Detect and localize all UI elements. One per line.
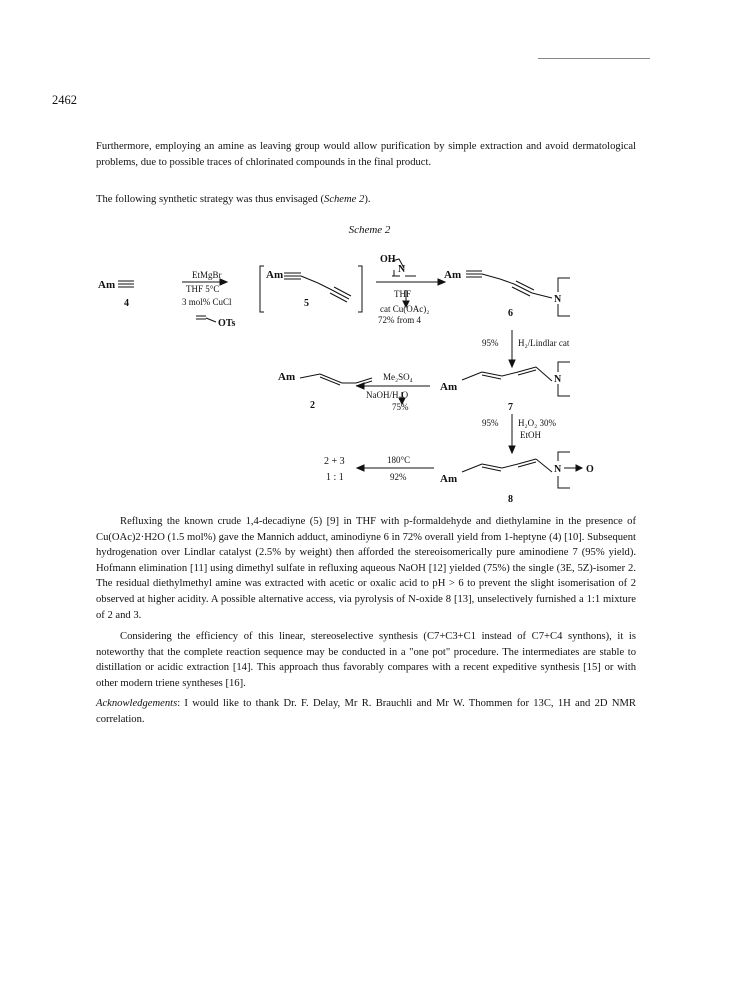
am-label-6: Am [444, 269, 462, 281]
compound-2-label: 2 [310, 400, 315, 411]
scheme-2-diagram [96, 246, 656, 508]
am-label-4: Am [98, 279, 116, 291]
step6-products: 2 + 3 [324, 456, 345, 467]
step5-yield: 95% [482, 418, 499, 428]
step4-yield: 75% [392, 402, 409, 412]
page-number: 2462 [52, 93, 77, 107]
compound-8-label: 8 [508, 494, 513, 505]
paragraph-4-text: Considering the efficiency of this linear, stereoselective synthesis (C7+C3+C1 instead of C7+C4 synthons), it is noteworthy that the complete reaction sequence may be conducted in a "one pot" procedure. The intermediates are stable to distillation or acidic extraction [14]. This approach thus favorably compares with a recent expeditive synthesis [15] or with other modern triene syntheses [16]. [96, 631, 636, 689]
am-label-7: Am [440, 381, 458, 393]
paragraph-2-end: ). [364, 194, 371, 205]
step4-condition-1: Me₂SO₄ [383, 372, 413, 382]
compound-7-label: 7 [508, 402, 513, 413]
compound-5-label: 5 [304, 298, 309, 309]
paragraph-4 [96, 629, 636, 691]
acknowledgements-text: : I would like to thank Dr. F. Delay, Mr R. Brauchli and Mr W. Thommen for 13C, 1H and 2D NMR correlation. [96, 698, 636, 725]
step6-yield: 92% [390, 472, 407, 482]
paragraph-3 [96, 514, 636, 623]
am-label-2: Am [278, 371, 296, 383]
step2-condition-1: THF [394, 289, 412, 299]
step6-ratio: 1 : 1 [326, 472, 344, 483]
acknowledgements-label: Acknowledgements [96, 698, 178, 709]
n-label-8: N [554, 464, 562, 475]
paragraph-3-text: Refluxing the known crude 1,4-decadiyne (5) [9] in THF with p-formaldehyde and diethylamine in the presence of Cu(OAc)2·H2O (1.5 mol%) gave the Mannich adduct, aminodiyne 6 in 72% overall yield from 1-heptyne (4) [10]. Subsequent hydrogenation over Lindlar catalyst (2.5% by weight) then afforded the stereoisomerically pure aminodiene 7 (95% yield). Hofmann elimination [11] using dimethyl sulfate in refluxing aqueous NaOH [12] yielded (75%) the single (3E, 5Z)-isomer 2. The residual diethylmethyl amine was extracted with acetic or oxalic acid to pH > 6 to prevent the slight isomerisation of 2 observed at higher acidity. A possible alternative access, via pyrolysis of N-oxide 8 [13], unselectively furnished a 1:1 mixture of 2 and 3. [96, 516, 636, 621]
paragraph-2 [96, 192, 636, 208]
compound-4-label: 4 [124, 298, 129, 309]
n-label-7: N [554, 374, 562, 385]
step6-temperature: 180°C [387, 455, 411, 465]
o-label-8: O [586, 464, 594, 475]
step2-n: N [398, 264, 406, 275]
step4-condition-2: NaOH/H₂O [366, 390, 409, 400]
step5-condition-1: H₂O₂ 30% [518, 418, 557, 428]
am-label-5: Am [266, 269, 284, 281]
header-rule [538, 58, 650, 59]
paragraph-1: Furthermore, employing an amine as leaving group would allow purification by simple extraction and avoid dermatological problems, due to possible traces of chlorinated compounds in the final product. [96, 141, 636, 168]
step3-yield: 95% [482, 338, 499, 348]
step2-condition-2: cat Cu(OAc)₂ [380, 304, 430, 314]
paragraph-2-text: The following synthetic strategy was thus envisaged ( [96, 194, 325, 205]
compound-6-label: 6 [508, 308, 513, 319]
step1-condition-2: 3 mol% CuCl [182, 297, 232, 307]
step2-oh: OH [380, 254, 396, 265]
scheme-title: Scheme 2 [348, 224, 391, 236]
am-label-8: Am [440, 473, 458, 485]
n-label-6: N [554, 294, 562, 305]
step1-condition-1: THF 5°C [186, 284, 220, 294]
scheme-reference: Scheme 2 [324, 194, 365, 205]
acknowledgements [96, 696, 636, 727]
step1-reagent: EtMgBr [192, 270, 222, 280]
step5-condition-2: EtOH [520, 430, 541, 440]
step3-condition: H₂/Lindlar cat [518, 338, 570, 348]
step1-tosylate: OTs [218, 318, 236, 329]
step2-yield: 72% from 4 [378, 315, 421, 325]
